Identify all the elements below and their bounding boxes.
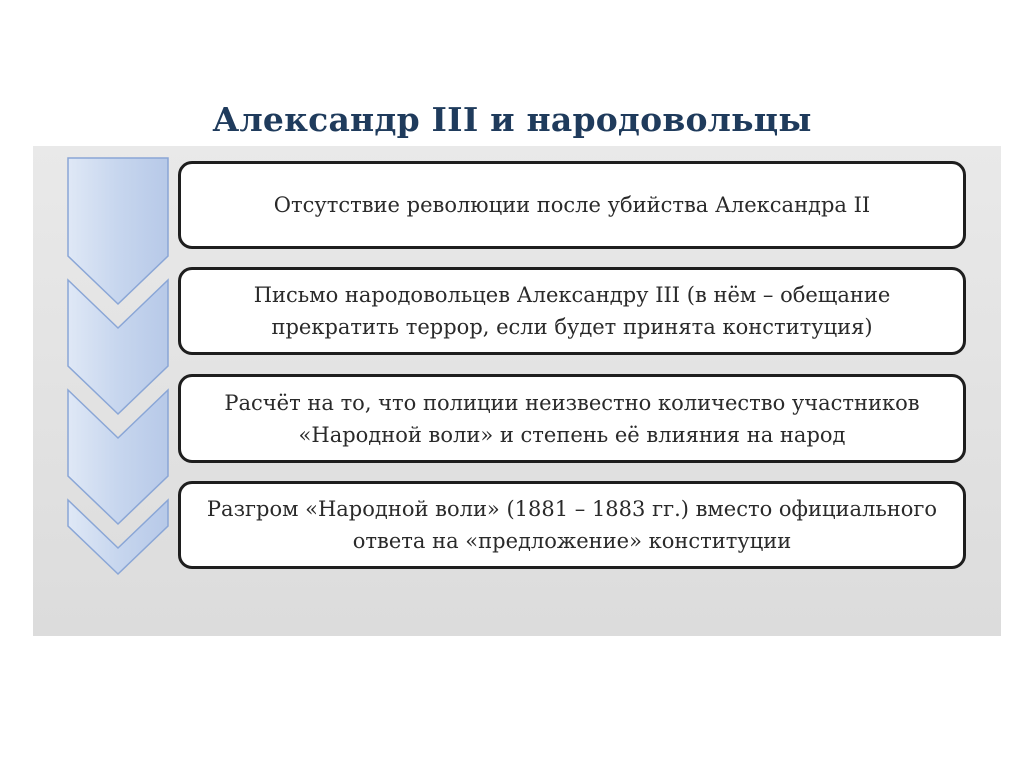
item-text-4: Разгром «Народной воли» (1881 – 1883 гг.) вместо официального ответа на «предложение» конституции [206,497,938,553]
item-box-1 [178,161,966,249]
item-text-1: Отсутствие революции после убийства Александра II [273,193,871,217]
item-text-2: Письмо народовольцев Александру III (в нём – обещание прекратить террор, если будет принята конституция) [253,283,891,339]
item-text-3: Расчёт на то, что полиции неизвестно количество участников «Народной воли» и степень её влияния на народ [224,390,920,447]
item-box-4 [178,481,966,569]
chevron-arrow-column [33,146,173,636]
item-box-3 [178,374,966,463]
chevron-arrow-1 [68,158,168,304]
slide-title: Александр III и народовольцы [212,100,812,139]
item-box-2 [178,267,966,355]
